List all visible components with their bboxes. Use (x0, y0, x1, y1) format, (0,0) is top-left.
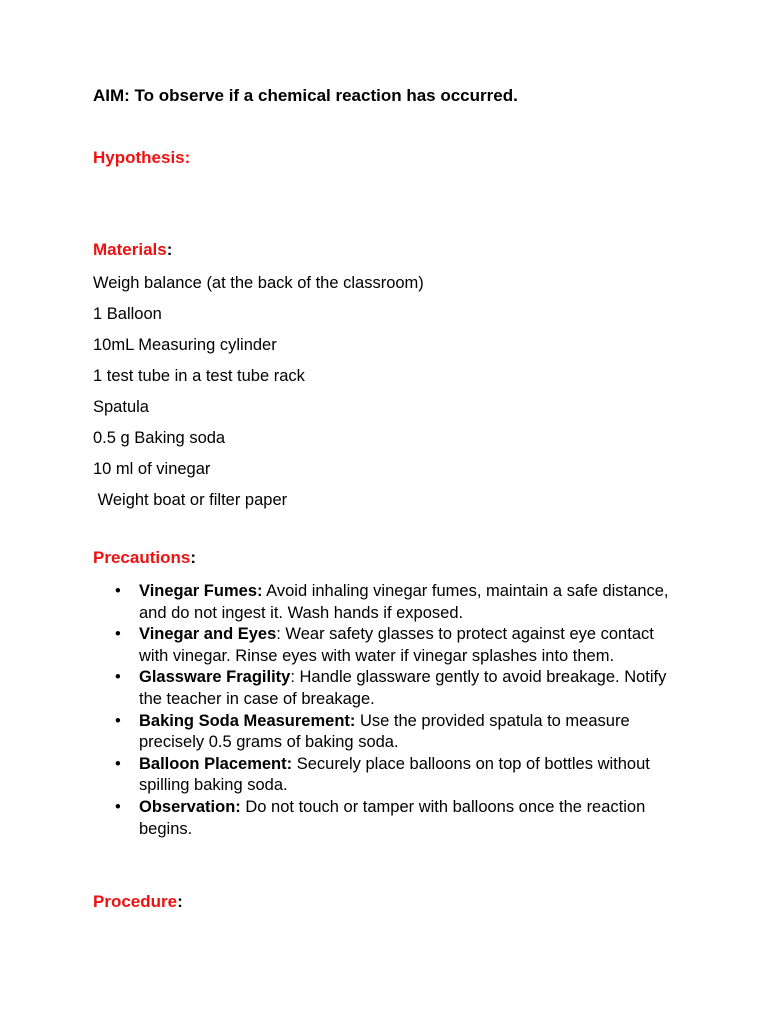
hypothesis-colon: : (184, 148, 191, 167)
materials-item: Weight boat or filter paper (93, 491, 288, 509)
materials-item: 10mL Measuring cylinder (93, 336, 277, 354)
precaution-text: : Wear safety glasses to protect against eye contact with vinegar. Rinse eyes with water if vinegar splashes into them. (139, 625, 654, 665)
materials-item: 1 test tube in a test tube rack (93, 367, 305, 385)
precaution-item (93, 711, 683, 754)
materials-item: 0.5 g Baking soda (93, 429, 226, 447)
materials-item: Spatula (93, 398, 149, 416)
precaution-text: Do not touch or tamper with balloons once the reaction begins. (139, 797, 646, 838)
procedure-colon: : (177, 892, 183, 911)
precaution-item (93, 754, 683, 797)
precaution-item (93, 667, 683, 710)
materials-item: Weigh balance (at the back of the classroom) (93, 274, 424, 292)
materials-list (93, 272, 424, 520)
precaution-item (93, 797, 683, 840)
bullet-icon: • (115, 625, 121, 644)
precaution-item (93, 624, 683, 667)
precaution-text: Avoid inhaling vinegar fumes, maintain a safe distance, and do not ingest it. Wash hands if exposed. (139, 582, 669, 622)
bullet-icon: • (115, 711, 121, 730)
materials-colon: : (166, 240, 173, 259)
materials-heading (93, 240, 172, 260)
precaution-title: Glassware Fragility (139, 668, 291, 687)
precaution-item (93, 581, 683, 624)
bullet-icon: • (115, 754, 121, 773)
hypothesis-heading (93, 148, 190, 168)
bullet-icon: • (115, 668, 121, 687)
precaution-title: Baking Soda Measurement: (139, 711, 356, 730)
precautions-heading (93, 548, 196, 568)
precautions-label: Precautions (93, 548, 191, 567)
precautions-colon: : (190, 548, 196, 567)
aim-statement: AIM: To observe if a chemical reaction has occurred. (93, 86, 518, 105)
precaution-title: Vinegar Fumes: (139, 582, 263, 600)
precautions-list (93, 581, 683, 840)
precaution-text: Use the provided spatula to measure precisely 0.5 grams of baking soda. (139, 711, 630, 752)
procedure-heading (93, 892, 183, 912)
precaution-title: Observation: (139, 797, 241, 816)
materials-item: 10 ml of vinegar (93, 460, 211, 478)
hypothesis-label: Hypothesis (93, 148, 185, 167)
procedure-label: Procedure (93, 892, 178, 911)
precaution-title: Balloon Placement: (139, 754, 293, 773)
bullet-icon: • (115, 797, 121, 816)
materials-item: 1 Balloon (93, 305, 162, 323)
materials-label: Materials (93, 240, 167, 259)
precaution-title: Vinegar and Eyes (139, 625, 277, 644)
precaution-text: : Handle glassware gently to avoid breakage. Notify the teacher in case of breakage. (139, 668, 667, 708)
precaution-text: Securely place balloons on top of bottles without spilling baking soda. (139, 754, 650, 795)
bullet-icon: • (115, 582, 121, 600)
